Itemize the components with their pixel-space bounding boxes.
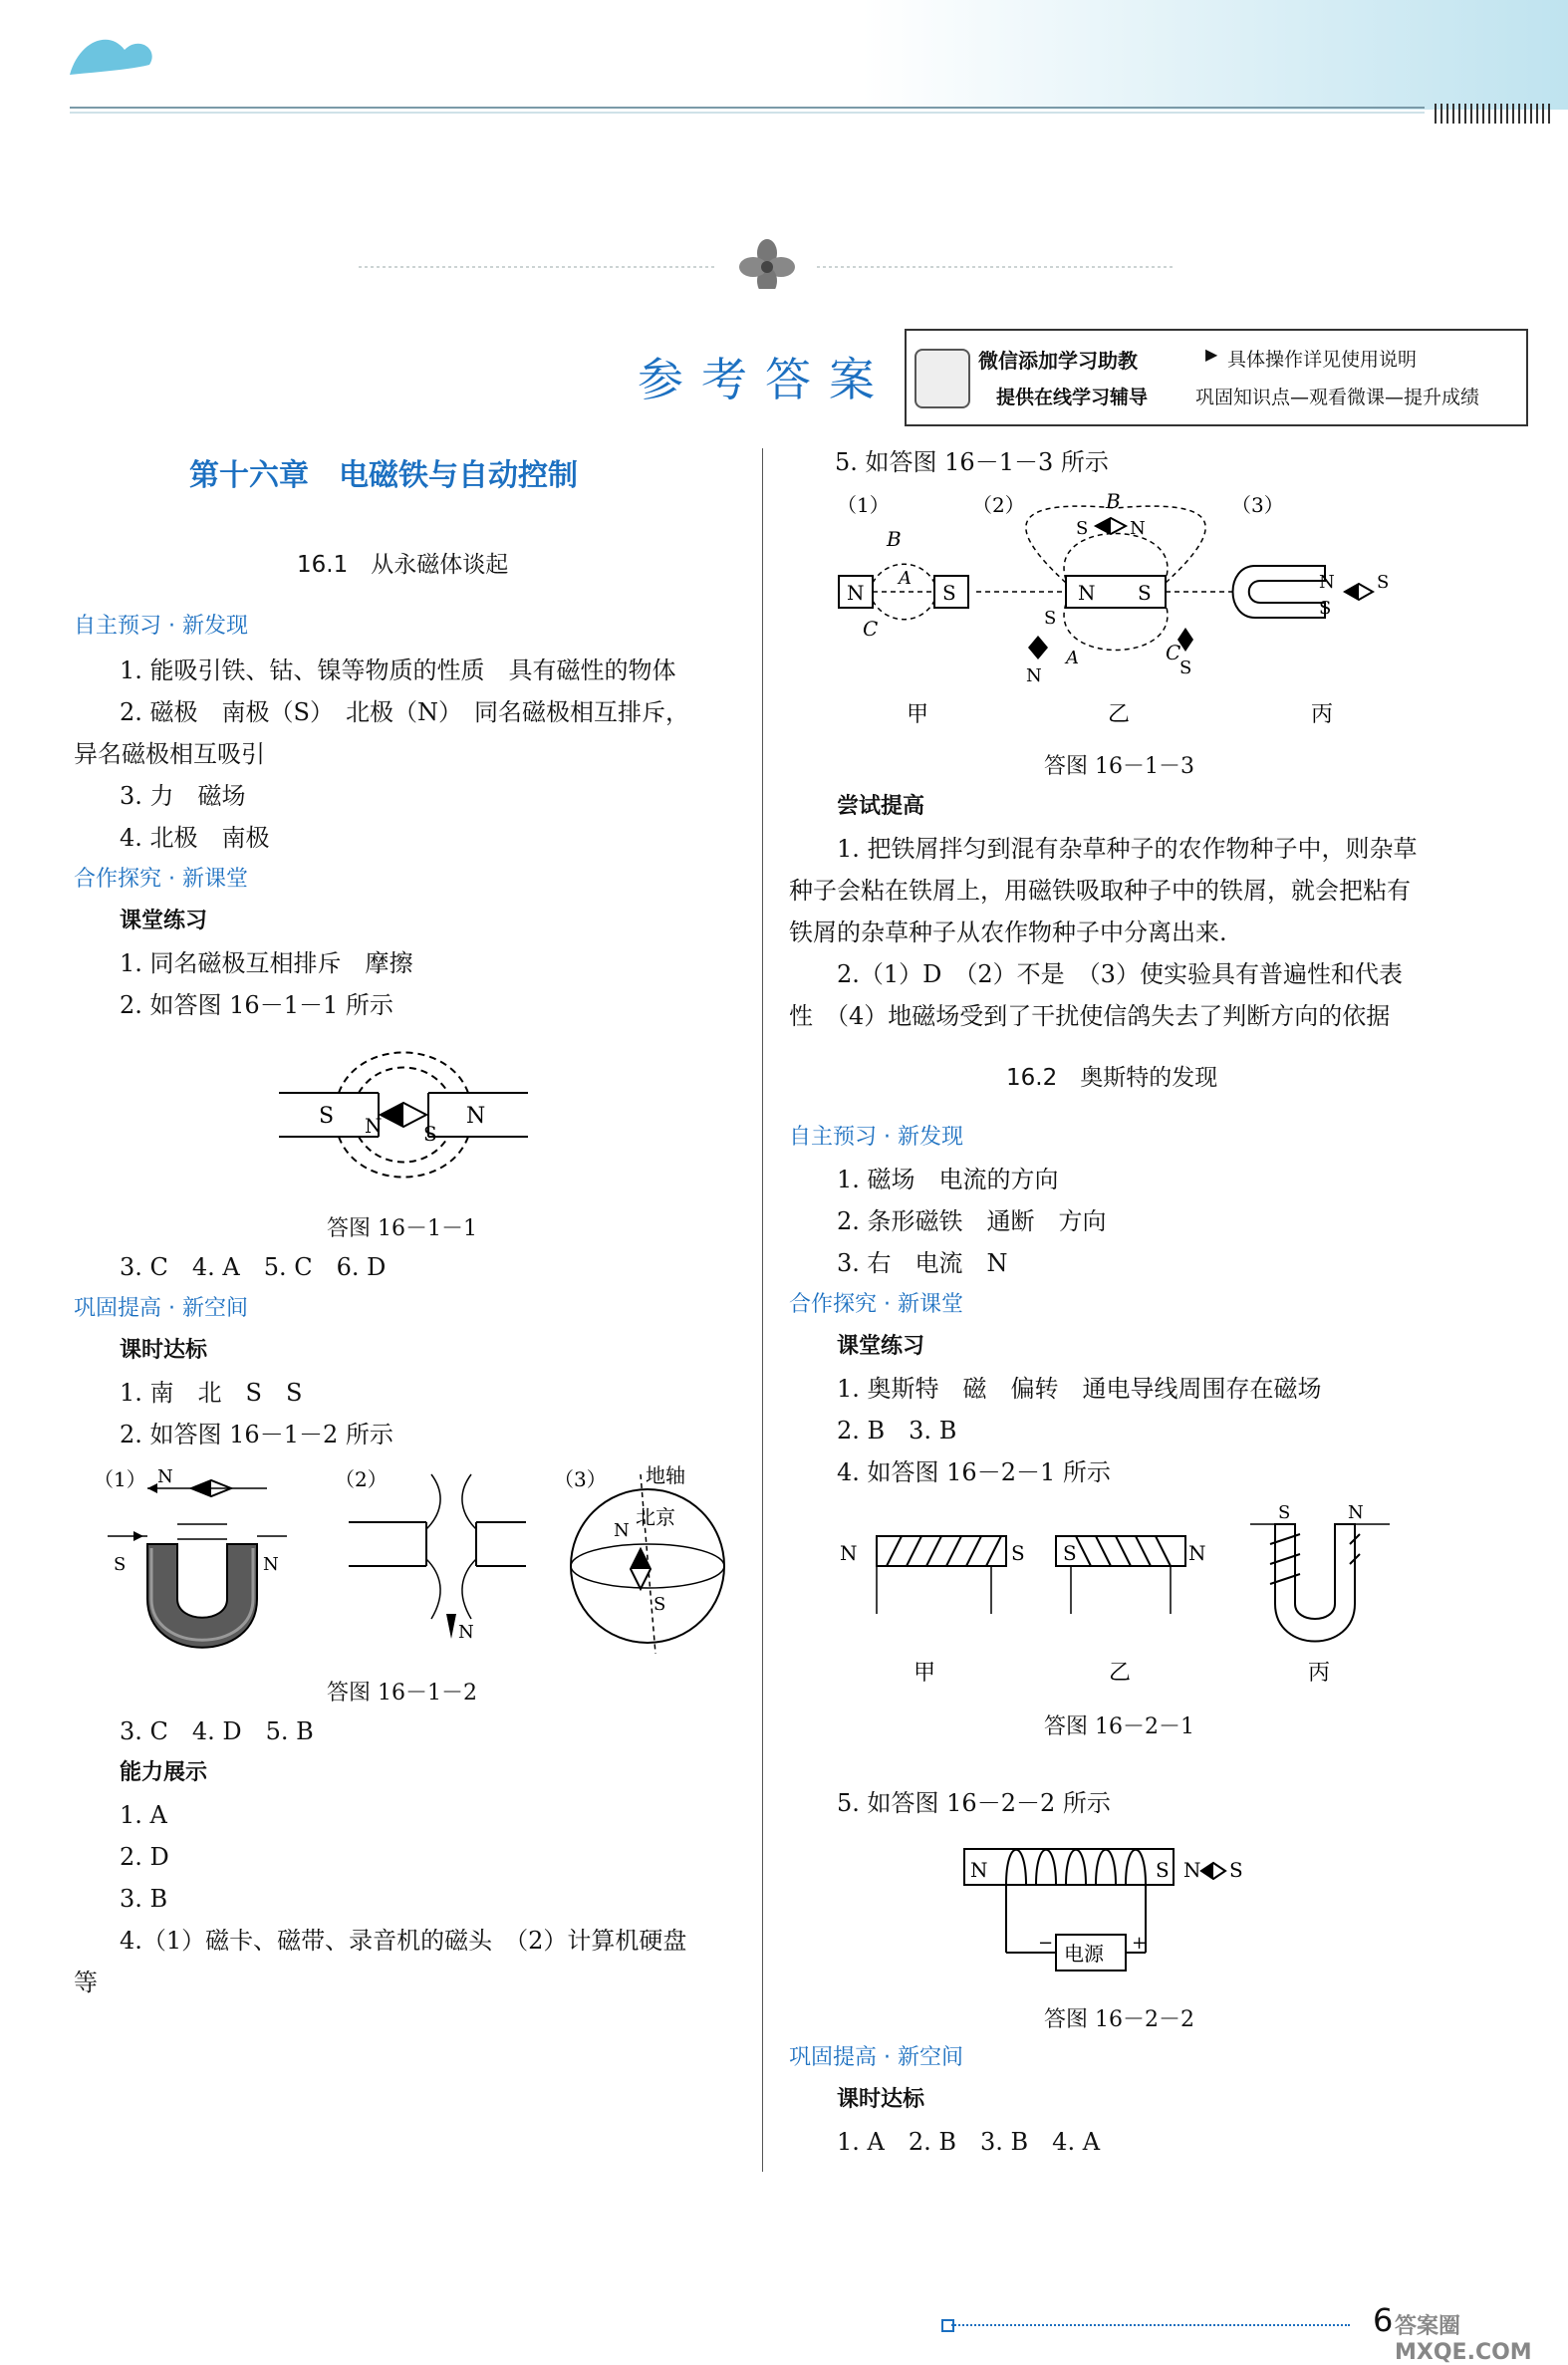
- fig-label: S: [1044, 608, 1057, 629]
- figure-16-2-1: [832, 1494, 1430, 1694]
- answer-line: 1. 磁场 电流的方向: [837, 1166, 1059, 1193]
- watermark: 答案圈 MXQE.COM: [1395, 2314, 1532, 2365]
- section-preview-2: 自主预习 · 新发现: [789, 1125, 963, 1150]
- answer-line: 性 （4）地磁场受到了干扰使信鸽失去了判断方向的依据: [789, 1002, 1391, 1030]
- fig-label: （3）: [1231, 493, 1284, 517]
- fig-label: A: [1066, 648, 1079, 668]
- fig-label: S: [423, 1122, 437, 1146]
- answer-line: 种子会粘在铁屑上，用磁铁吸取种子中的铁屑，就会把粘有: [789, 877, 1411, 905]
- answer-line: 2. 如答图 16－1－2 所示: [120, 1421, 393, 1448]
- figure-16-1-2: [88, 1454, 735, 1659]
- fig-label: 地轴: [646, 1463, 685, 1487]
- answer-line: 3. 力 磁场: [120, 782, 246, 810]
- section-consolidate-1: 巩固提高 · 新空间: [74, 1296, 248, 1321]
- fig-label: 丙: [1308, 1661, 1331, 1686]
- fig-label: S: [1229, 1858, 1243, 1882]
- fig-label: S: [114, 1554, 127, 1575]
- fig-label: −: [1038, 1933, 1054, 1954]
- fig-label: C: [1166, 641, 1181, 664]
- fig-label: （2）: [335, 1467, 388, 1491]
- fig-label: 北京: [636, 1505, 675, 1529]
- fig-label: 甲: [914, 1661, 936, 1686]
- answer-line: 3. 右 电流 N: [837, 1249, 1008, 1277]
- subsection-try: 尝试提高: [837, 794, 925, 819]
- fig-label: N: [466, 1104, 486, 1129]
- header-bar: [0, 0, 1568, 120]
- fig-label: N: [1348, 1502, 1364, 1523]
- promo-line1-right: 具体操作详见使用说明: [1227, 349, 1418, 371]
- column-divider: [762, 448, 763, 2172]
- answer-line: 2. D: [120, 1843, 169, 1871]
- fig-label: 甲: [907, 702, 929, 727]
- fig-label: +: [1132, 1933, 1148, 1954]
- subsection-goals: 课时达标: [120, 1338, 208, 1363]
- fig-label: S: [1319, 598, 1332, 619]
- fig-label: N: [1188, 1541, 1206, 1565]
- answer-line: 2. B 3. B: [837, 1417, 957, 1445]
- fig-label: S: [1377, 572, 1390, 593]
- fig-label: N: [263, 1554, 279, 1575]
- fig-label: S: [1179, 657, 1192, 678]
- fig-label: B: [887, 527, 902, 551]
- answer-line: 异名磁极相互吸引: [74, 740, 265, 768]
- fig-label: N: [847, 581, 865, 605]
- answer-line: 1. 奥斯特 磁 偏转 通电导线周围存在磁场: [837, 1375, 1322, 1403]
- answer-line: 1. A: [120, 1801, 167, 1829]
- answer-line: 2. 如答图 16－1－1 所示: [120, 991, 393, 1019]
- figure-16-2-2: [956, 1833, 1295, 1972]
- fig-label: B: [1106, 489, 1121, 513]
- answer-line: 4.（1）磁卡、磁带、录音机的磁头 （2）计算机硬盘: [120, 1927, 687, 1955]
- fig-label: S: [1076, 518, 1089, 539]
- figure-16-1-3: [827, 488, 1425, 727]
- fig-label: N: [970, 1858, 988, 1882]
- answer-line: 1. 同名磁极互相排斥 摩擦: [120, 949, 413, 977]
- fig-label: N: [157, 1466, 173, 1487]
- page-number: 6: [1373, 2301, 1394, 2339]
- promo-line2-right: 巩固知识点—观看微课—提升成绩: [1195, 387, 1480, 408]
- fig-label: N: [614, 1520, 630, 1541]
- footer-square-icon: [941, 2319, 954, 2332]
- subsection-classwork-2: 课堂练习: [837, 1334, 925, 1359]
- fig-label: S: [1278, 1502, 1291, 1523]
- section-preview-1: 自主预习 · 新发现: [74, 614, 248, 639]
- section-consolidate-2: 巩固提高 · 新空间: [789, 2045, 963, 2070]
- promo-line1-left: 微信添加学习助教: [978, 349, 1138, 373]
- fig-label: 电源: [1064, 1942, 1104, 1966]
- section-explore-2: 合作探究 · 新课堂: [789, 1292, 963, 1317]
- fig-label: （2）: [972, 493, 1025, 517]
- fig-label: （1）: [94, 1467, 146, 1491]
- answer-line: 1. A 2. B 3. B 4. A: [837, 2128, 1101, 2156]
- fig-label: （1）: [837, 493, 890, 517]
- fig-label: C: [863, 617, 879, 641]
- answer-line: 2. 条形磁铁 通断 方向: [837, 1207, 1107, 1235]
- play-icon: ▶: [1205, 345, 1218, 364]
- answer-line: 5. 如答图 16－1－3 所示: [835, 448, 1109, 476]
- fig-label: S: [1156, 1858, 1170, 1882]
- answer-line: 等: [74, 1969, 98, 1996]
- header-decoration: [0, 0, 1568, 120]
- lesson-title-16-2: 16.2 奥斯特的发现: [1006, 1065, 1218, 1091]
- fig-label: N: [365, 1114, 383, 1138]
- answer-line: 4. 如答图 16－2－1 所示: [837, 1458, 1111, 1486]
- fig-label: S: [653, 1594, 666, 1615]
- fig-label: S: [942, 581, 956, 605]
- fig-label: N: [1183, 1858, 1201, 1882]
- fig-label: 乙: [1108, 702, 1131, 727]
- answer-line: 1. 南 北 S S: [120, 1379, 303, 1407]
- section-explore-1: 合作探究 · 新课堂: [74, 867, 248, 892]
- chapter-heading: 第十六章 电磁铁与自动控制: [189, 458, 578, 493]
- lesson-title-16-1: 16.1 从永磁体谈起: [297, 552, 509, 578]
- fig-label: （3）: [554, 1467, 607, 1491]
- promo-line2-left: 提供在线学习辅导: [996, 387, 1149, 408]
- fig-label: 乙: [1109, 1661, 1132, 1686]
- fig-label: N: [1026, 665, 1042, 686]
- title-ornament: [359, 239, 1176, 279]
- answer-line: 3. C 4. D 5. B: [120, 1717, 314, 1745]
- answer-line: 2. 磁极 南极（S） 北极（N） 同名磁极相互排斥，: [120, 698, 689, 726]
- fig-label: S: [1011, 1541, 1025, 1565]
- fig-label: N: [840, 1541, 858, 1565]
- answer-line: 2.（1）D （2）不是 （3）使实验具有普遍性和代表: [837, 960, 1403, 988]
- fig-label: A: [899, 568, 912, 589]
- fig-label: S: [319, 1104, 335, 1129]
- fig-label: S: [1063, 1541, 1077, 1565]
- figure-caption: 答图 16－1－1: [327, 1216, 477, 1241]
- answer-line: 1. 能吸引铁、钴、镍等物质的性质 具有磁性的物体: [120, 657, 676, 684]
- subsection-classwork: 课堂练习: [120, 909, 208, 933]
- page-title: 参考答案: [638, 353, 893, 406]
- promo-box: [905, 329, 1528, 426]
- answer-line: 4. 北极 南极: [120, 824, 270, 852]
- answer-line: 1. 把铁屑拌匀到混有杂草种子的农作物种子中，则杂草: [837, 835, 1418, 863]
- answer-line: 铁屑的杂草种子从农作物种子中分离出来.: [789, 919, 1227, 946]
- fig-label: S: [1138, 581, 1152, 605]
- figure-caption: 答图 16－1－2: [327, 1681, 477, 1706]
- fig-label: 丙: [1311, 702, 1334, 727]
- fig-label: N: [1319, 572, 1335, 593]
- mascot-icon: [915, 349, 970, 408]
- footer-dotted-line: [951, 2324, 1350, 2326]
- subsection-goals-2: 课时达标: [837, 2087, 925, 2112]
- fig-label: N: [458, 1622, 474, 1643]
- answer-line: 5. 如答图 16－2－2 所示: [837, 1789, 1111, 1817]
- answer-line: 3. C 4. A 5. C 6. D: [120, 1253, 387, 1281]
- figure-caption: 答图 16－2－1: [1044, 1714, 1194, 1739]
- header-ticks: [1435, 104, 1554, 124]
- subsection-ability: 能力展示: [120, 1760, 208, 1785]
- fig-label: N: [1078, 581, 1096, 605]
- fig-label: N: [1130, 518, 1146, 539]
- figure-16-1-1: [269, 1041, 538, 1181]
- figure-caption: 答图 16－1－3: [1044, 754, 1194, 779]
- figure-caption: 答图 16－2－2: [1044, 2007, 1194, 2032]
- answer-line: 3. B: [120, 1885, 168, 1913]
